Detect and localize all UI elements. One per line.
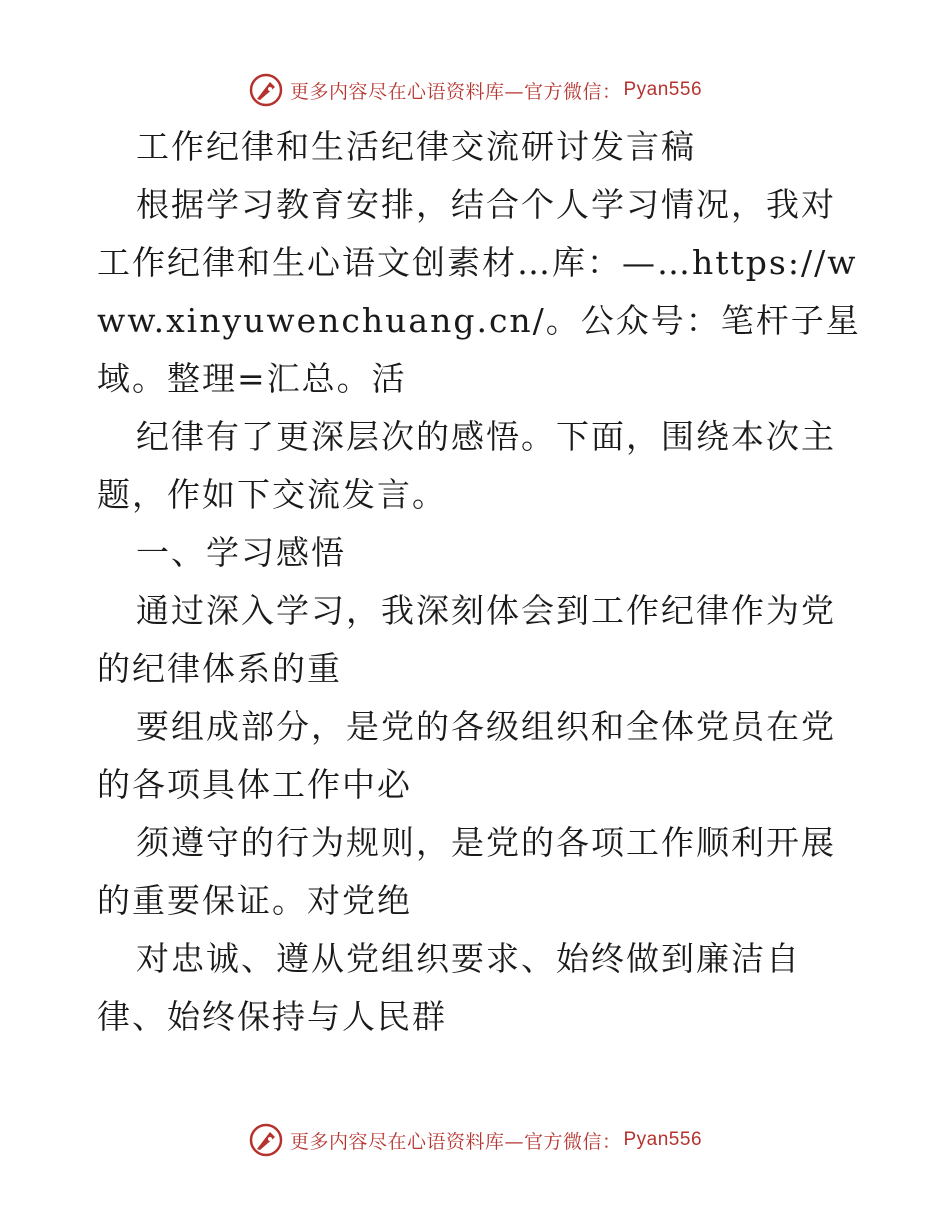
section-heading: 一、学习感悟 xyxy=(136,533,346,572)
banner-text: 更多内容尽在心语资料库—官方微信： xyxy=(289,80,622,103)
banner-text: 更多内容尽在心语资料库—官方微信： xyxy=(289,1130,622,1153)
paragraph: 对忠诚、遵从党组织要求、始终做到廉洁自律、始终保持与人民群 xyxy=(97,939,801,1036)
paragraph: 须遵守的行为规则，是党的各项工作顺利开展的重要保证。对党绝 xyxy=(97,823,836,920)
paragraph: 通过深入学习，我深刻体会到工作纪律作为党的纪律体系的重 xyxy=(97,591,836,688)
banner-wechat-id: Pyan556 xyxy=(623,1129,703,1150)
footer-watermark-banner xyxy=(0,1120,950,1160)
banner-wechat-id: Pyan556 xyxy=(623,79,703,100)
pen-nib-circle-icon xyxy=(248,72,284,108)
paragraph: 纪律有了更深层次的感悟。下面，围绕本次主题，作如下交流发言。 xyxy=(97,417,836,514)
paragraph: 根据学习教育安排，结合个人学习情况，我对工作纪律和生心语文创素材…库：—…https://www.xinyuwenchuang.cn/。公众号：笔杆子星域。整理=汇总。活 xyxy=(97,185,861,398)
pen-nib-circle-icon xyxy=(248,1122,284,1158)
document-title: 工作纪律和生活纪律交流研讨发言稿 xyxy=(136,127,696,166)
document-body xyxy=(97,118,867,1046)
paragraph: 要组成部分，是党的各级组织和全体党员在党的各项具体工作中必 xyxy=(97,707,836,804)
header-watermark-banner xyxy=(0,70,950,110)
